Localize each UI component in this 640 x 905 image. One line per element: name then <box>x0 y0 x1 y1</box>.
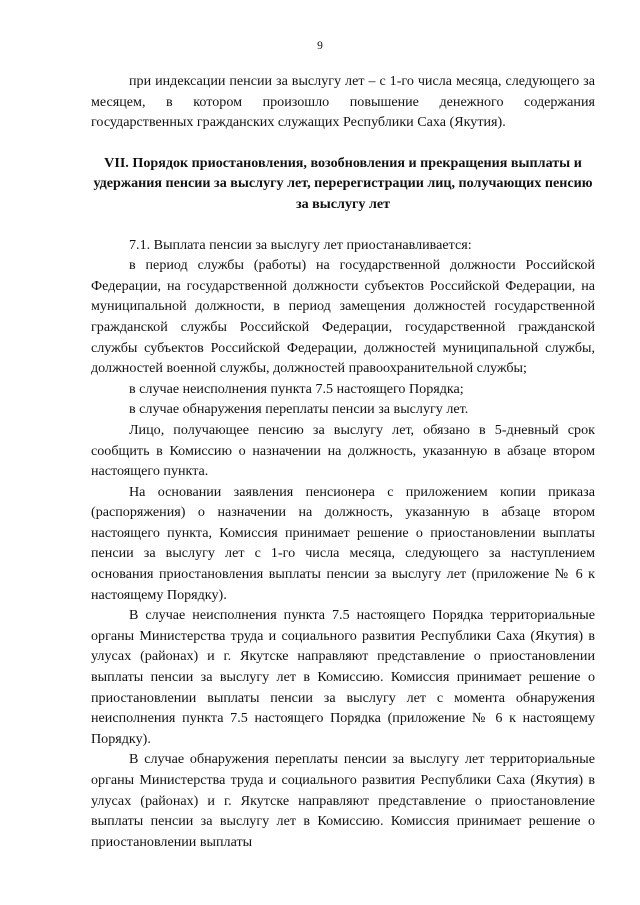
paragraph-7-1: 7.1. Выплата пенсии за выслугу лет приостанавливается: <box>129 236 472 253</box>
paragraph-application: На основании заявления пенсионера с приложением копии приказа (распоряжения) о назначении на должность, указанную в абзаце втором настоящего пункта, Комиссия принимает решение о приостановлении выплаты пенсии за выслугу лет с 1-го числа месяца, следующего за наступлением основания приостановления выплаты пенсии за выслугу лет (приложение № 6 к настоящему Порядку). <box>91 483 595 603</box>
paragraph-overpayment: в случае обнаружения переплаты пенсии за выслугу лет. <box>129 401 469 418</box>
paragraph-indexation: при индексации пенсии за выслугу лет – с 1-го числа месяца, следующего за месяцем, в котором произошло повышение денежного содержания государственных гражданских служащих Республики Саха (Якутия). <box>91 73 595 131</box>
paragraph-case-non-fulfilment: В случае неисполнения пункта 7.5 настоящего Порядка территориальные органы Министерства труда и социального развития Республики Саха (Якутия) в улусах (районах) и г. Якутске направляют представление о приостановлении выплаты пенсии за выслугу лет в Комиссию. Комиссия принимает решение о приостановлении выплаты пенсии за выслугу лет с момента обнаружения неисполнения пункта 7.5 настоящего Порядка (приложение № 6 к настоящему Порядку). <box>91 607 595 747</box>
paragraph-service-period: в период службы (работы) на государственной должности Российской Федерации, на государственной должности субъектов Российской Федерации, на муниципальной должности, в период замещения должностей государственной гражданской службы Российской Федерации, государственной гражданской службы субъектов Российской Федерации, должностей муниципальной службы, должностей военной службы, должностей правоохранительной службы; <box>91 257 595 377</box>
paragraph-non-fulfilment: в случае неисполнения пункта 7.5 настоящего Порядка; <box>129 380 464 397</box>
body-text <box>91 71 595 852</box>
paragraph-obligation: Лицо, получающее пенсию за выслугу лет, обязано в 5-дневный срок сообщить в Комиссию о назначении на должность, указанную в абзаце втором настоящего пункта. <box>91 421 595 480</box>
paragraph-case-overpayment: В случае обнаружения переплаты пенсии за выслугу лет территориальные органы Министерства труда и социального развития Республики Саха (Якутия) в улусах (районах) и г. Якутске направляют представление о приостановление выплаты пенсии за выслугу лет в Комиссию. Комиссия принимает решение о приостановлении выплаты <box>91 751 595 850</box>
page-number: 9 <box>317 40 323 52</box>
section-heading: VII. Порядок приостановления, возобновления и прекращения выплаты и удержания пенсии за выслугу лет, перерегистрации лиц, получающих пенсию за выслугу лет <box>93 154 593 212</box>
